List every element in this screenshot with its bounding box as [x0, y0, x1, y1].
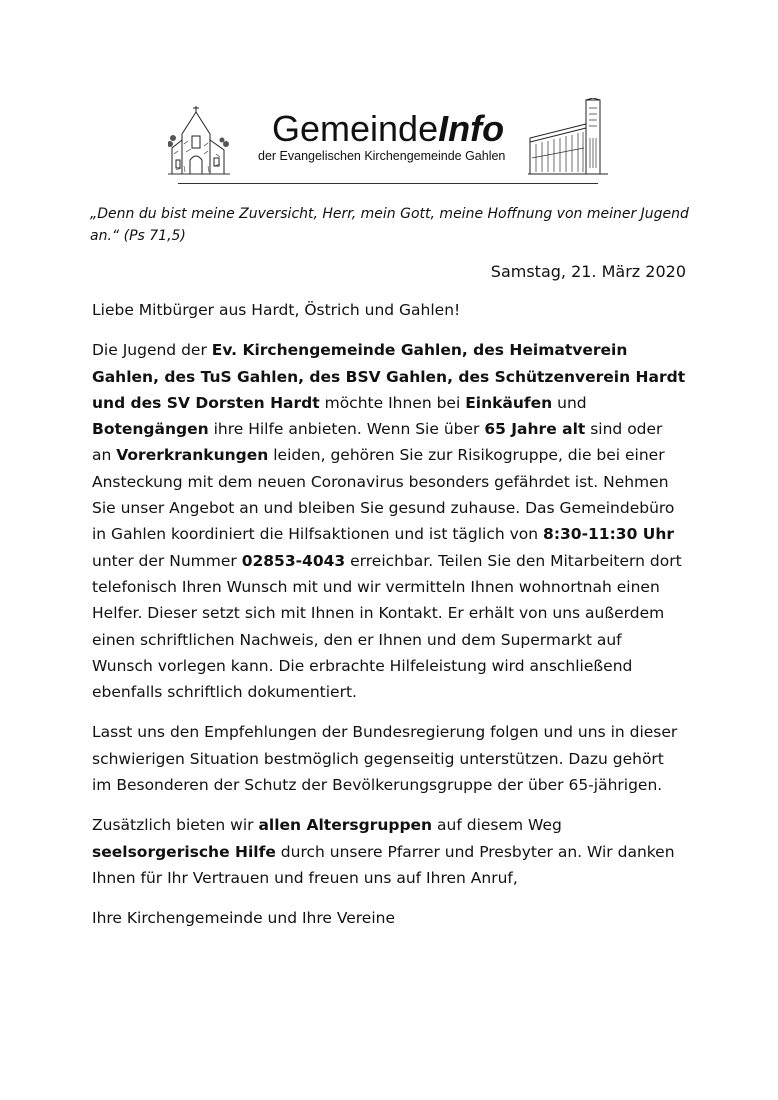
phone-number: 02853-4043: [241, 551, 346, 570]
shopping-label: Einkäufen: [465, 393, 553, 412]
document-date: Samstag, 21. März 2020: [490, 262, 686, 281]
all-age-groups-label: allen Altersgruppen: [258, 816, 433, 835]
brand-part-info: Info: [438, 108, 505, 149]
age-label: 65 Jahre alt: [484, 420, 586, 439]
paragraph-help-offer: Die Jugend der Ev. Kirchengemeinde Gahlen, des Heimatverein Gahlen, des TuS Gahlen, des BSV Gahlen, des Schützenverein Hardt und des SV Dorsten Hardt möchte Ihnen bei Einkäufen und Botengängen ihre Hilfe anbieten. Wenn Sie über 65 Jahre alt sind oder an Vorerkrankungen leiden, gehören Sie zur Risikogruppe, die bei einer Ansteckung mit dem neuen Coronavirus besonders gefährdet ist. Nehmen Sie unser Angebot an und bleiben Sie gesund zuhause. Das Gemeindebüro in Gahlen koordiniert die Hilfsaktionen und ist täglich von 8:30-11:30 Uhr unter der Nummer 02853-4043 erreichbar. Teilen Sie den Mitarbeitern dort telefonisch Ihren Wunsch mit und wir vermitteln Ihnen wohnortnah einen Helfer. Dieser setzt sich mit Ihnen in Kontakt. Er erhält von uns außerdem einen schriftlichen Nachweis, den er Ihnen und dem Supermarkt auf Wunsch vorlegen kann. Die erbrachte Hilfeleistung wird anschließend ebenfalls schriftlich dokumentiert.: [92, 341, 686, 702]
closing-signature: Ihre Kirchengemeinde und Ihre Vereine: [92, 909, 396, 928]
bible-quote: „Denn du bist meine Zuversicht, Herr, mein Gott, meine Hoffnung von meiner Jugend an.“ (Ps 71,5): [90, 206, 689, 244]
newsletter-header: [160, 98, 610, 188]
header-divider: [178, 183, 598, 184]
newsletter-subtitle: der Evangelischen Kirchengemeinde Gahlen: [258, 149, 506, 163]
preexisting-conditions-label: Vorerkrankungen: [116, 446, 269, 465]
greeting: Liebe Mitbürger aus Hardt, Östrich und Gahlen!: [92, 301, 461, 319]
church-tower-illustration-icon: [168, 104, 230, 176]
paragraph-recommendations: Lasst uns den Empfehlungen der Bundesregierung folgen und uns in dieser schwierigen Situation bestmöglich gegenseitig unterstützen. Dazu gehört im Besonderen der Schutz der Bevölkerungsgruppe der über 65-jährigen.: [92, 723, 678, 795]
organizations: Ev. Kirchengemeinde Gahlen, des Heimatverein Gahlen, des TuS Gahlen, des BSV Gahlen, des Schützenverein Hardt und des SV Dorsten Hardt: [92, 341, 686, 412]
paragraph-pastoral-care: Zusätzlich bieten wir allen Altersgruppen auf diesem Weg seelsorgerische Hilfe durch unsere Pfarrer und Presbyter an. Wir danken Ihnen für Ihr Vertrauen und freuen uns auf Ihren Anruf,: [92, 816, 675, 887]
brand-part-gemeinde: Gemeinde: [272, 108, 439, 149]
newsletter-title: [272, 108, 504, 150]
errands-label: Botengängen: [92, 420, 209, 439]
modern-church-building-illustration-icon: [528, 98, 608, 178]
letter-body: [92, 297, 686, 946]
pastoral-help-label: seelsorgerische Hilfe: [92, 842, 276, 861]
office-hours: 8:30-11:30 Uhr: [543, 525, 675, 544]
